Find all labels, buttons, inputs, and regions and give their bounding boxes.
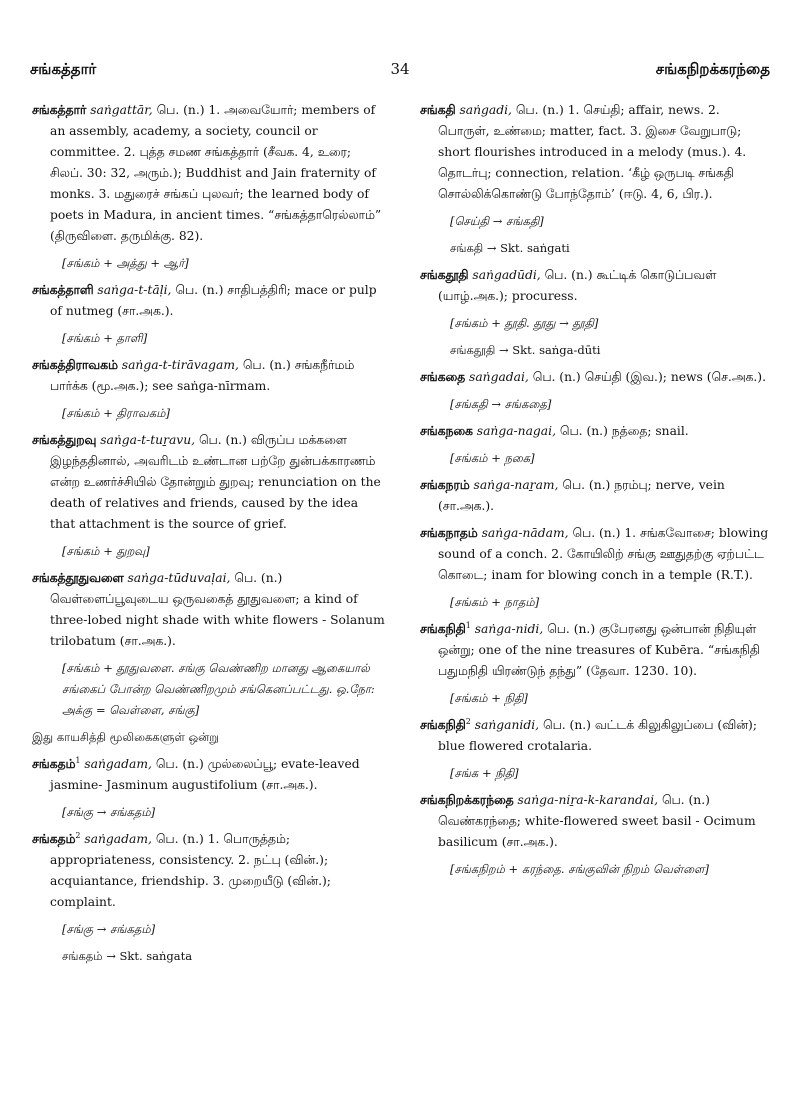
transliteration: saṅgadam, xyxy=(84,832,152,846)
definition: பெ. (n.) 1. சங்கவோசை; blowing sound of a conch. 2. கோயிலிற் சங்கு ஊதுதற்கு ஏற்பட்ட கொடை; inam for blowing conch in a temple (R.T.). xyxy=(438,526,769,582)
etymology: சங்கதூதி → Skt. saṅga-dūti xyxy=(450,343,601,357)
dictionary-entry xyxy=(420,715,770,757)
etymology: [சங்கம் + நிதி] xyxy=(450,691,528,705)
headword: சங்கநிதி xyxy=(420,622,466,636)
transliteration: saṅga-tūduvaḷai, xyxy=(127,571,231,585)
headword: சங்கதை xyxy=(420,370,466,384)
definition: பெ. (n.) வட்டக் கிலுகிலுப்பை (வின்); blue flowered crotalaria. xyxy=(438,718,757,753)
definition: பெ. (n.) வெண்கரந்தை; white-flowered sweet basil - Ocimum basilicum (சா.அக.). xyxy=(438,793,756,849)
running-head-left: சங்கத்தார் xyxy=(30,60,97,78)
etymology: சங்கதம் → Skt. saṅgata xyxy=(62,949,193,963)
dictionary-entry xyxy=(32,100,387,247)
transliteration: saṅgattār, xyxy=(90,103,153,117)
etymology: [சங்கு → சங்கதம்] xyxy=(62,805,156,819)
dictionary-entry xyxy=(420,475,770,517)
transliteration: saṅga-nādam, xyxy=(481,526,569,540)
definition: பெ. (n.) குபேரனது ஒன்பான் நிதியுள் ஒன்று; one of the nine treasures of Kubēra. “சங்கநிதி பதுமநிதி யிரண்டுந் தந்து” (தேவா. 1230. 10). xyxy=(438,622,760,678)
definition: பெ. (n.) 1. பொருத்தம்; appropriateness, consistency. 2. நட்பு (வின்.); acquiantance, friendship. 3. முறையீடு (வின்.); complaint. xyxy=(50,832,331,909)
homonym-number: 2 xyxy=(75,830,81,840)
definition: பெ. (n.) நரம்பு; nerve, vein (சா.அக.). xyxy=(438,478,725,513)
homonym-number: 2 xyxy=(465,716,471,726)
definition: பெ. (n.) செய்தி (இவ.); news (செ.அக.). xyxy=(532,370,766,384)
headword: சங்கதம் xyxy=(32,757,76,771)
transliteration: saṅgadam, xyxy=(84,757,152,771)
definition: பெ. (n.) சாதிபத்திரி; mace or pulp of nutmeg (சா.அக.). xyxy=(50,283,377,318)
headword: சங்கத்தூதுவளை xyxy=(32,571,124,585)
headword: சங்கதி xyxy=(420,103,456,117)
etymology: [சங்க + நிதி] xyxy=(450,766,519,780)
transliteration: saṅga-t-tuṟavu, xyxy=(100,433,196,447)
etymology: [சங்கம் + திராவகம்] xyxy=(62,406,170,420)
etymology: [சங்கம் + துறவு] xyxy=(62,544,150,558)
headword: சங்கநகை xyxy=(420,424,473,438)
headword: சங்கநிறக்கரந்தை xyxy=(420,793,514,807)
transliteration: saṅgadūdi, xyxy=(472,268,541,282)
headword: சங்கநாதம் xyxy=(420,526,478,540)
etymology: [சங்கநிறம் + கரந்தை. சங்குவின் நிறம் வெள்ளை] xyxy=(450,862,710,876)
dictionary-entry xyxy=(32,280,387,322)
transliteration: saṅga-niṟa-k-karandai, xyxy=(517,793,659,807)
headword: சங்கத்தார் xyxy=(32,103,87,117)
homonym-number: 1 xyxy=(465,620,471,630)
transliteration: saṅga-nagai, xyxy=(476,424,556,438)
transliteration: saṅgadi, xyxy=(459,103,512,117)
etymology: [சங்கம் + தாளி] xyxy=(62,331,148,345)
etymology: [சங்கம் + தூதி. தூது → தூதி] xyxy=(450,316,599,330)
headword: சங்கத்தாளி xyxy=(32,283,94,297)
etymology: [சங்கம் + நாதம்] xyxy=(450,595,540,609)
transliteration: saṅga-nidi, xyxy=(474,622,544,636)
left-note: இது காயசித்தி மூலிகைகளுள் ஒன்று xyxy=(32,730,219,744)
dictionary-entry xyxy=(32,430,387,535)
headword: சங்கதம் xyxy=(32,832,76,846)
definition: பெ. (n.) வெள்ளைப்பூவுடைய ஒருவகைத் தூதுவளை; a kind of three-lobed night shade with white flowers - Solanum trilobatum (சா.அக.). xyxy=(50,571,385,648)
definition: பெ. (n.) 1. அவையோர்; members of an assembly, academy, a society, council or committee. 2. புத்த சமண சங்கத்தார் (சீவக. 4, உரை; சிலப். 30: 32, அரும்.); Buddhist and Jain fraternity of monks. 3. மதுரைச் சங்கப் புலவர்; the learned body of poets in Madura, in ancient times. “சங்கத்தாரெல்லாம்” (திருவிளை. தருமிக்கு. 82). xyxy=(50,103,382,243)
etymology: [சங்கதி → சங்கதை] xyxy=(450,397,552,411)
dictionary-entry xyxy=(420,523,770,586)
dictionary-entry xyxy=(420,265,770,307)
definition: பெ. (n.) விருப்ப மக்களை இழந்ததினால், அவரிடம் உண்டான பற்றே துன்பக்காரணம் என்ற உணர்ச்சியில் தோன்றும் துறவு; renunciation on the death of relatives and friends, caused by the idea that attachment is the source of grief. xyxy=(50,433,381,531)
etymology: [சங்கம் + தூதுவளை. சங்கு வெண்ணிற மானது ஆகையால் சங்கைப் போன்ற வெண்ணிறமும் சங்கெனப்பட்டது. ஒ.நோ: அக்கு = வெள்ளை, சங்கு] xyxy=(62,661,375,717)
dictionary-entry xyxy=(420,421,770,442)
headword: சங்கதூதி xyxy=(420,268,469,282)
transliteration: saṅgadai, xyxy=(469,370,529,384)
dictionary-entry xyxy=(420,619,770,682)
etymology: [சங்கு → சங்கதம்] xyxy=(62,922,156,936)
definition: பெ. (n.) 1. செய்தி; affair, news. 2. பொருள், உண்மை; matter, fact. 3. இசை வேறுபாடு; short flourishes introduced in a melody (mus.). 4. தொடர்பு; connection, relation. ‘கீழ் ஒருபடி சங்கதி சொல்லிக்கொண்டு போந்தோம்’ (ஈடு. 4, 6, பிர.). xyxy=(438,103,747,201)
transliteration: saṅga-naṟam, xyxy=(473,478,559,492)
definition: பெ. (n.) முல்லைப்பூ; evate-leaved jasmine- Jasminum augustifolium (சா.அக.). xyxy=(50,757,360,792)
dictionary-entry xyxy=(32,829,387,913)
right-column xyxy=(420,100,770,886)
etymology: [சங்கம் + நகை] xyxy=(450,451,535,465)
definition: பெ. (n.) சங்கநீர்மம் பார்க்க (மூ.அக.); see saṅga-nīrmam. xyxy=(50,358,355,393)
etymology: [செய்தி → சங்கதி] xyxy=(450,214,544,228)
dictionary-entry xyxy=(420,100,770,205)
dictionary-entry xyxy=(420,367,770,388)
dictionary-entry xyxy=(32,568,387,652)
headword: சங்கநரம் xyxy=(420,478,470,492)
dictionary-entry xyxy=(420,790,770,853)
etymology: சங்கதி → Skt. saṅgati xyxy=(450,241,570,255)
dictionary-entry xyxy=(32,355,387,397)
transliteration: saṅga-t-tirāvagam, xyxy=(121,358,239,372)
left-column xyxy=(32,100,387,973)
headword: சங்கத்திராவகம் xyxy=(32,358,118,372)
definition: பெ. (n.) நத்தை; snail. xyxy=(559,424,689,438)
etymology: [சங்கம் + அத்து + ஆர்] xyxy=(62,256,189,270)
homonym-number: 1 xyxy=(75,755,81,765)
running-head-right: சங்கநிறக்கரந்தை xyxy=(655,60,770,78)
headword: சங்கத்துறவு xyxy=(32,433,97,447)
page-number: 34 xyxy=(390,60,410,78)
definition: பெ. (n.) கூட்டிக் கொடுப்பவள் (யாழ்.அக.); procuress. xyxy=(438,268,717,303)
dictionary-entry xyxy=(32,754,387,796)
transliteration: saṅganidi, xyxy=(474,718,540,732)
headword: சங்கநிதி xyxy=(420,718,466,732)
transliteration: saṅga-t-tāḷi, xyxy=(97,283,172,297)
